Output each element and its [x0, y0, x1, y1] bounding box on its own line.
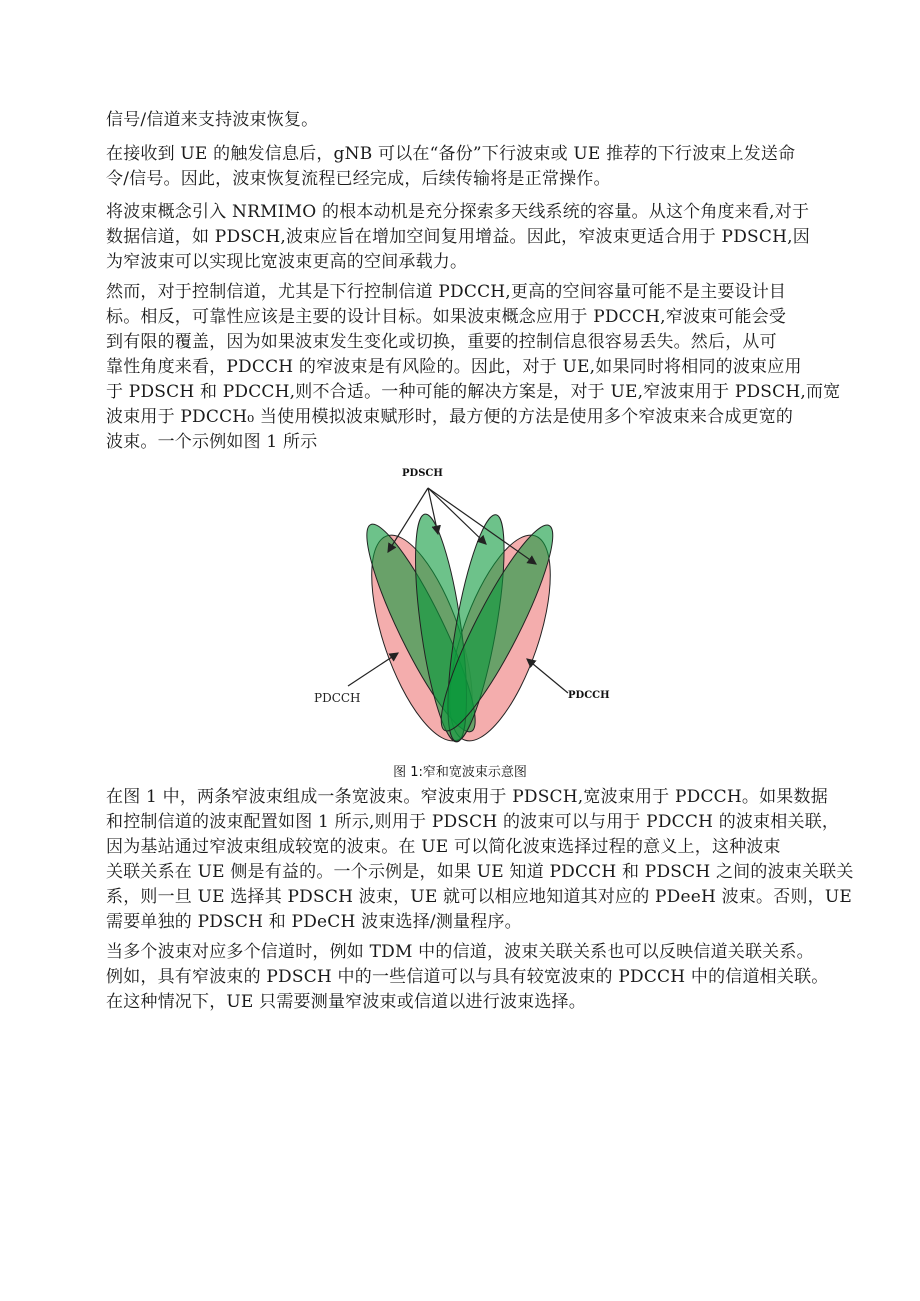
text-line: 信号/信道来支持波束恢复。 [106, 110, 319, 130]
paragraph-1 [106, 108, 826, 133]
text-line: 靠性角度来看，PDCCH 的窄波束是有风险的。因此，对于 UE,如果同时将相同的波束应用 [106, 357, 802, 377]
text-line: 需要单独的 PDSCH 和 PDeCH 波束选择/测量程序。 [106, 912, 522, 932]
beam-diagram [290, 460, 630, 750]
paragraph-2 [106, 142, 826, 192]
text-line: 在接收到 UE 的触发信息后，gNB 可以在“备份”下行波束或 UE 推荐的下行波束上发送命 [106, 144, 796, 164]
pdcch-right-arrow [527, 659, 568, 693]
paragraph-6 [106, 940, 829, 1015]
text-line: 因为基站通过窄波束组成较宽的波束。在 UE 可以简化波束选择过程的意义上，这种波束 [106, 837, 781, 857]
pdcch-left-label: PDCCH [314, 691, 361, 705]
text-line: 和控制信道的波束配置如图 1 所示,则用于 PDSCH 的波束可以与用于 PDCCH 的波束相关联， [106, 812, 840, 832]
text-line: 关联关系在 UE 侧是有益的。一个示例是，如果 UE 知道 PDCCH 和 PDSCH 之间的波束关联关 [106, 862, 854, 882]
text-line: 系，则一旦 UE 选择其 PDSCH 波束，UE 就可以相应地知道其对应的 PDeeH 波束。否则，UE [106, 887, 852, 907]
text-line: 数据信道，如 PDSCH,波束应旨在增加空间复用增益。因此，窄波束更适合用于 PDSCH,因 [106, 227, 810, 247]
text-line: 在图 1 中，两条窄波束组成一条宽波束。窄波束用于 PDSCH,宽波束用于 PDCCH。如果数据 [106, 787, 828, 807]
pdsch-label: PDSCH [402, 468, 443, 479]
text-line: 到有限的覆盖，因为如果波束发生变化或切换，重要的控制信息很容易丢失。然后，从可 [106, 332, 777, 352]
text-line: 波束。一个示例如图 1 所示 [106, 432, 318, 452]
text-line: 标。相反，可靠性应该是主要的设计目标。如果波束概念应用于 PDCCH,窄波束可能会受 [106, 307, 787, 327]
text-line: 然而，对于控制信道，尤其是下行控制信道 PDCCH,更高的空间容量可能不是主要设计目 [106, 282, 787, 302]
text-line: 在这种情况下，UE 只需要测量窄波束或信道以进行波束选择。 [106, 992, 586, 1012]
text-line: 当多个波束对应多个信道时，例如 TDM 中的信道，波束关联关系也可以反映信道关联关系。 [106, 942, 814, 962]
pdcch-right-label: PDCCH [568, 690, 610, 701]
paragraph-3 [106, 200, 826, 275]
text-line: 于 PDSCH 和 PDCCH,则不合适。一种可能的解决方案是，对于 UE,窄波束用于 PDSCH,而宽 [106, 382, 841, 402]
text-line: 波束用于 PDCCH₀ 当使用模拟波束赋形时，最方便的方法是使用多个窄波束来合成更宽的 [106, 407, 794, 427]
paragraph-4 [106, 280, 841, 455]
text-line: 将波束概念引入 NRMIMO 的根本动机是充分探索多天线系统的容量。从这个角度来看,对于 [106, 202, 810, 222]
text-line: 例如，具有窄波束的 PDSCH 中的一些信道可以与具有较宽波束的 PDCCH 中的信道相关联。 [106, 967, 829, 987]
figure-caption: 图 1:窄和宽波束示意图 [393, 765, 527, 780]
text-line: 为窄波束可以实现比宽波束更高的空间承载力。 [106, 252, 468, 272]
paragraph-5 [106, 785, 854, 935]
pdcch-left-arrow [348, 653, 398, 686]
text-line: 令/信号。因此，波束恢复流程已经完成，后续传输将是正常操作。 [106, 169, 611, 189]
